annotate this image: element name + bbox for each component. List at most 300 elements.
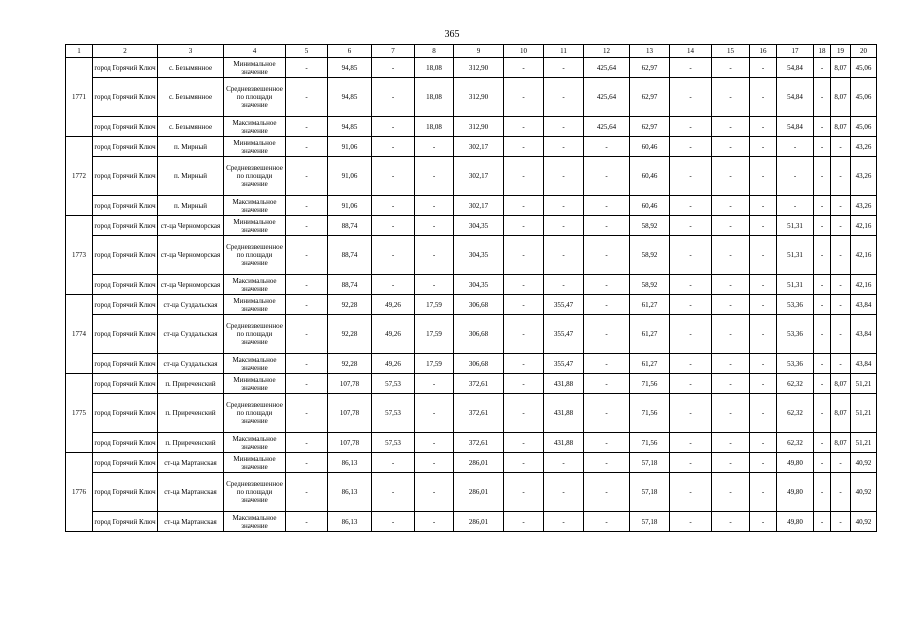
table-body (66, 58, 877, 532)
table-cell: - (372, 453, 415, 473)
column-header: 5 (286, 45, 328, 58)
table-cell: 91,06 (328, 196, 372, 216)
table-cell: - (544, 453, 584, 473)
table-cell: п. Мирный (158, 196, 224, 216)
table-cell: 286,01 (454, 453, 504, 473)
table-cell: - (750, 236, 777, 275)
table-cell: Средневзвешенное по площади значение (224, 236, 286, 275)
table-cell: - (415, 453, 454, 473)
table-cell: - (712, 117, 750, 137)
table-cell: Максимальное значение (224, 433, 286, 453)
table-row (66, 236, 877, 275)
column-header: 8 (415, 45, 454, 58)
table-cell: - (831, 295, 851, 315)
table-cell: город Горячий Ключ (93, 374, 158, 394)
row-group-id: 1776 (66, 453, 93, 532)
table-cell: - (286, 216, 328, 236)
table-cell: - (584, 374, 630, 394)
table-cell: 40,92 (851, 473, 877, 512)
table-cell: - (712, 453, 750, 473)
column-header: 2 (93, 45, 158, 58)
table-cell: - (814, 453, 831, 473)
table-cell: - (504, 117, 544, 137)
column-header: 16 (750, 45, 777, 58)
table-cell: - (504, 433, 544, 453)
table-cell: 53,36 (777, 315, 814, 354)
table-cell: 43,84 (851, 315, 877, 354)
table-cell: - (670, 157, 712, 196)
table-cell: ст-ца Мартанская (158, 453, 224, 473)
table-cell: 49,26 (372, 354, 415, 374)
table-cell: 302,17 (454, 137, 504, 157)
table-cell: 53,36 (777, 354, 814, 374)
table-cell: 88,74 (328, 236, 372, 275)
table-cell: - (814, 354, 831, 374)
table-cell: - (712, 275, 750, 295)
table-cell: - (584, 315, 630, 354)
column-header: 12 (584, 45, 630, 58)
header-row (66, 45, 877, 58)
table-cell: 43,26 (851, 196, 877, 216)
table-cell: - (504, 512, 544, 532)
table-cell: - (286, 394, 328, 433)
table-cell: - (372, 78, 415, 117)
table-cell: 71,56 (630, 374, 670, 394)
table-cell: - (831, 236, 851, 275)
table-cell: - (584, 137, 630, 157)
table-cell: ст-ца Суздальская (158, 354, 224, 374)
table-cell: - (777, 157, 814, 196)
table-cell: 62,32 (777, 374, 814, 394)
table-cell: город Горячий Ключ (93, 315, 158, 354)
table-cell: город Горячий Ключ (93, 58, 158, 78)
table-cell: 92,28 (328, 315, 372, 354)
table-cell: город Горячий Ключ (93, 78, 158, 117)
table-cell: - (814, 216, 831, 236)
table-cell: город Горячий Ключ (93, 236, 158, 275)
table-cell: 57,53 (372, 394, 415, 433)
table-cell: - (814, 433, 831, 453)
table-cell: 42,16 (851, 216, 877, 236)
table-row (66, 394, 877, 433)
table-cell: - (372, 216, 415, 236)
table-cell: - (504, 275, 544, 295)
table-cell: - (584, 236, 630, 275)
row-group-id: 1773 (66, 216, 93, 295)
table-cell: - (415, 512, 454, 532)
table-row (66, 157, 877, 196)
table-cell: 58,92 (630, 275, 670, 295)
table-cell: 17,59 (415, 315, 454, 354)
table-row (66, 433, 877, 453)
row-group-id: 1775 (66, 374, 93, 453)
table-cell: - (777, 137, 814, 157)
table-cell: - (670, 473, 712, 512)
table-cell: - (504, 354, 544, 374)
table-cell: - (670, 433, 712, 453)
table-cell: 431,88 (544, 433, 584, 453)
row-group-id: 1774 (66, 295, 93, 374)
table-cell: - (415, 137, 454, 157)
table-cell: - (286, 315, 328, 354)
table-cell: - (831, 354, 851, 374)
table-cell: - (415, 157, 454, 196)
table-cell: город Горячий Ключ (93, 394, 158, 433)
table-cell: 18,08 (415, 78, 454, 117)
table-cell: - (831, 196, 851, 216)
table-cell: - (584, 354, 630, 374)
table-cell: ст-ца Суздальская (158, 315, 224, 354)
table-cell: 49,80 (777, 473, 814, 512)
table-cell: 71,56 (630, 394, 670, 433)
table-cell: 94,85 (328, 58, 372, 78)
table-cell: 86,13 (328, 453, 372, 473)
table-cell: - (670, 216, 712, 236)
table-cell: 57,18 (630, 453, 670, 473)
data-table (65, 44, 877, 532)
table-cell: - (504, 157, 544, 196)
table-cell: Средневзвешенное по площади значение (224, 157, 286, 196)
table-cell: с. Безымянное (158, 78, 224, 117)
table-cell: - (750, 433, 777, 453)
table-cell: - (372, 236, 415, 275)
table-cell: - (814, 236, 831, 275)
table-cell: - (544, 196, 584, 216)
table-cell: п. Мирный (158, 137, 224, 157)
table-cell: - (372, 58, 415, 78)
table-cell: - (712, 433, 750, 453)
table-cell: с. Безымянное (158, 58, 224, 78)
table-cell: - (750, 315, 777, 354)
table-cell: 304,35 (454, 236, 504, 275)
table-cell: 425,64 (584, 117, 630, 137)
table-cell: - (584, 295, 630, 315)
table-cell: - (372, 512, 415, 532)
table-cell: - (712, 157, 750, 196)
table-cell: 312,90 (454, 78, 504, 117)
table-cell: 18,08 (415, 58, 454, 78)
table-cell: 306,68 (454, 354, 504, 374)
table-cell: 62,97 (630, 117, 670, 137)
table-cell: 88,74 (328, 216, 372, 236)
table-cell: - (814, 196, 831, 216)
table-cell: ст-ца Мартанская (158, 512, 224, 532)
table-cell: 60,46 (630, 157, 670, 196)
table-cell: 92,28 (328, 354, 372, 374)
table-cell: 40,92 (851, 453, 877, 473)
table-cell: - (712, 78, 750, 117)
table-cell: - (504, 374, 544, 394)
table-cell: - (750, 137, 777, 157)
table-cell: Минимальное значение (224, 453, 286, 473)
table-cell: 57,18 (630, 512, 670, 532)
table-cell: - (712, 196, 750, 216)
table-cell: - (584, 216, 630, 236)
table-cell: 431,88 (544, 394, 584, 433)
table-cell: - (584, 196, 630, 216)
table-cell: - (415, 216, 454, 236)
table-cell: 51,21 (851, 374, 877, 394)
table-cell: - (504, 315, 544, 354)
table-cell: - (415, 236, 454, 275)
table-cell: п. Приреченский (158, 433, 224, 453)
table-cell: 355,47 (544, 315, 584, 354)
table-cell: - (415, 394, 454, 433)
table-cell: - (584, 453, 630, 473)
table-cell: - (670, 117, 712, 137)
table-cell: 302,17 (454, 157, 504, 196)
table-cell: - (712, 216, 750, 236)
table-cell: 58,92 (630, 216, 670, 236)
table-cell: город Горячий Ключ (93, 453, 158, 473)
page-number: 365 (444, 29, 460, 40)
table-cell: - (670, 196, 712, 216)
table-cell: - (831, 453, 851, 473)
table-cell: 91,06 (328, 137, 372, 157)
table-cell: - (712, 394, 750, 433)
table-cell: 60,46 (630, 137, 670, 157)
table-row (66, 196, 877, 216)
table-cell: - (712, 236, 750, 275)
table-cell: 86,13 (328, 473, 372, 512)
table-cell: Минимальное значение (224, 374, 286, 394)
table-cell: - (814, 78, 831, 117)
table-cell: - (814, 394, 831, 433)
table-cell: ст-ца Мартанская (158, 473, 224, 512)
table-cell: - (712, 473, 750, 512)
table-cell: - (831, 473, 851, 512)
table-cell: 54,84 (777, 117, 814, 137)
table-row (66, 117, 877, 137)
table-cell: - (750, 196, 777, 216)
table-cell: - (286, 433, 328, 453)
table-cell: 91,06 (328, 157, 372, 196)
table-cell: 304,35 (454, 216, 504, 236)
table-cell: 18,08 (415, 117, 454, 137)
table-cell: - (372, 157, 415, 196)
table-cell: Минимальное значение (224, 137, 286, 157)
table-cell: 62,97 (630, 78, 670, 117)
table-cell: - (544, 275, 584, 295)
table-cell: - (814, 295, 831, 315)
table-cell: 40,92 (851, 512, 877, 532)
table-cell: 8,07 (831, 58, 851, 78)
table-cell: - (504, 78, 544, 117)
table-cell: 312,90 (454, 58, 504, 78)
table-cell: - (544, 473, 584, 512)
table-cell: 355,47 (544, 295, 584, 315)
table-cell: 306,68 (454, 315, 504, 354)
table-cell: п. Приреченский (158, 394, 224, 433)
table-cell: - (286, 295, 328, 315)
table-cell: - (712, 315, 750, 354)
table-cell: - (712, 58, 750, 78)
table-cell: - (750, 453, 777, 473)
table-cell: 107,78 (328, 433, 372, 453)
table-cell: 57,53 (372, 374, 415, 394)
table-cell: - (750, 394, 777, 433)
table-cell: - (286, 236, 328, 275)
table-cell: ст-ца Суздальская (158, 295, 224, 315)
table-cell: - (670, 275, 712, 295)
table-cell: 51,31 (777, 236, 814, 275)
table-cell: - (544, 157, 584, 196)
column-header: 13 (630, 45, 670, 58)
table-row (66, 78, 877, 117)
table-cell: город Горячий Ключ (93, 275, 158, 295)
table-cell: - (670, 58, 712, 78)
table-cell: 425,64 (584, 78, 630, 117)
table-cell: - (286, 137, 328, 157)
table-cell: - (544, 117, 584, 137)
column-header: 7 (372, 45, 415, 58)
table-cell: - (544, 512, 584, 532)
table-cell: ст-ца Черноморская (158, 216, 224, 236)
table-cell: 8,07 (831, 117, 851, 137)
table-cell: 43,26 (851, 157, 877, 196)
table-cell: Максимальное значение (224, 196, 286, 216)
table-cell: 107,78 (328, 374, 372, 394)
column-header: 9 (454, 45, 504, 58)
table-row (66, 58, 877, 78)
table-cell: 53,36 (777, 295, 814, 315)
table-cell: - (670, 137, 712, 157)
table-cell: - (814, 137, 831, 157)
table-cell: 43,26 (851, 137, 877, 157)
table-cell: - (750, 117, 777, 137)
table-cell: - (831, 275, 851, 295)
table-cell: - (831, 512, 851, 532)
table-cell: 71,56 (630, 433, 670, 453)
column-header: 19 (831, 45, 851, 58)
table-cell: - (750, 216, 777, 236)
table-cell: - (415, 374, 454, 394)
table-cell: - (415, 275, 454, 295)
table-cell: Минимальное значение (224, 295, 286, 315)
table-cell: - (286, 157, 328, 196)
table-cell: - (831, 157, 851, 196)
table-cell: - (286, 117, 328, 137)
table-cell: - (670, 78, 712, 117)
table-cell: - (670, 295, 712, 315)
table-cell: 302,17 (454, 196, 504, 216)
table-cell: п. Мирный (158, 157, 224, 196)
table-cell: ст-ца Черноморская (158, 275, 224, 295)
table-cell: - (286, 512, 328, 532)
table-cell: город Горячий Ключ (93, 157, 158, 196)
table-cell: - (831, 216, 851, 236)
table-cell: - (750, 354, 777, 374)
table-row (66, 374, 877, 394)
table-cell: - (584, 512, 630, 532)
table-cell: - (670, 374, 712, 394)
table-cell: 58,92 (630, 236, 670, 275)
table-cell: 8,07 (831, 78, 851, 117)
column-header: 18 (814, 45, 831, 58)
table-cell: - (372, 137, 415, 157)
column-header: 15 (712, 45, 750, 58)
table-cell: - (286, 78, 328, 117)
table-cell: - (712, 354, 750, 374)
table-cell: 17,59 (415, 354, 454, 374)
table-cell: 286,01 (454, 473, 504, 512)
table-cell: - (712, 295, 750, 315)
table-cell: - (814, 275, 831, 295)
table-cell: - (670, 394, 712, 433)
column-header: 4 (224, 45, 286, 58)
table-cell: 8,07 (831, 433, 851, 453)
table-cell: 45,06 (851, 58, 877, 78)
table-cell: 8,07 (831, 374, 851, 394)
table-cell: Максимальное значение (224, 275, 286, 295)
table-row (66, 453, 877, 473)
column-header: 10 (504, 45, 544, 58)
table-cell: - (415, 473, 454, 512)
table-cell: - (712, 512, 750, 532)
table-cell: город Горячий Ключ (93, 196, 158, 216)
table-cell: - (286, 473, 328, 512)
table-cell: 57,53 (372, 433, 415, 453)
table-cell: - (750, 295, 777, 315)
table-cell: Средневзвешенное по площади значение (224, 78, 286, 117)
table-cell: - (831, 137, 851, 157)
table-cell: - (504, 295, 544, 315)
table-cell: 286,01 (454, 512, 504, 532)
table-cell: - (712, 374, 750, 394)
table-cell: 86,13 (328, 512, 372, 532)
table-cell: - (286, 275, 328, 295)
table-cell: - (750, 275, 777, 295)
table-row (66, 315, 877, 354)
table-cell: 8,07 (831, 394, 851, 433)
table-cell: Максимальное значение (224, 354, 286, 374)
table-cell: - (750, 58, 777, 78)
table-cell: 51,31 (777, 275, 814, 295)
table-cell: - (544, 216, 584, 236)
column-header: 17 (777, 45, 814, 58)
table-cell: город Горячий Ключ (93, 433, 158, 453)
table-cell: 51,21 (851, 394, 877, 433)
table-cell: - (544, 58, 584, 78)
table-cell: - (372, 473, 415, 512)
column-header: 20 (851, 45, 877, 58)
table-cell: 94,85 (328, 117, 372, 137)
table-cell: - (504, 196, 544, 216)
table-cell: город Горячий Ключ (93, 117, 158, 137)
table-cell: 51,31 (777, 216, 814, 236)
table-cell: 49,80 (777, 453, 814, 473)
table-cell: - (544, 137, 584, 157)
table-cell: - (750, 512, 777, 532)
table-cell: 51,21 (851, 433, 877, 453)
table-row (66, 354, 877, 374)
column-header: 11 (544, 45, 584, 58)
table-cell: п. Приреченский (158, 374, 224, 394)
table-cell: 62,32 (777, 433, 814, 453)
table-cell: - (750, 473, 777, 512)
table-cell: 312,90 (454, 117, 504, 137)
table-cell: 43,84 (851, 354, 877, 374)
column-header: 14 (670, 45, 712, 58)
table-cell: город Горячий Ключ (93, 137, 158, 157)
table-cell: 304,35 (454, 275, 504, 295)
table-cell: - (670, 354, 712, 374)
table-cell: 372,61 (454, 433, 504, 453)
table-cell: - (814, 473, 831, 512)
table-row (66, 473, 877, 512)
table-cell: город Горячий Ключ (93, 512, 158, 532)
table-cell: - (814, 117, 831, 137)
